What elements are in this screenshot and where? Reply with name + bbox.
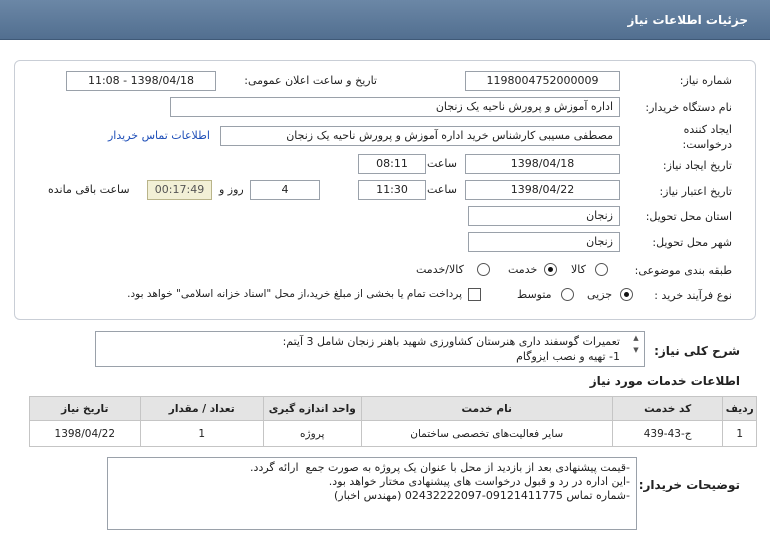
cell-unit: پروژه — [263, 421, 361, 447]
delivery-city-label: شهر محل تحویل: — [652, 236, 732, 249]
scroll-up-icon[interactable]: ▲ — [633, 334, 639, 342]
description-line-2: 1- تهیه و نصب ایزوگام — [516, 350, 620, 363]
delivery-province-field[interactable]: زنجان — [468, 206, 620, 226]
col-quantity: تعداد / مقدار — [140, 397, 263, 421]
announce-datetime-field[interactable]: 1398/04/18 - 11:08 — [66, 71, 216, 91]
process-medium-label: متوسط — [517, 288, 552, 301]
description-label: شرح کلی نیاز: — [654, 344, 740, 358]
col-unit: واحد اندازه گیری — [263, 397, 361, 421]
description-line-1: تعمیرات گوسفند داری هنرستان کشاورزی شهید باهنر زنجان شامل 3 آیتم: — [282, 335, 620, 348]
treasury-bonds-checkbox[interactable] — [468, 288, 481, 301]
validity-time-label: ساعت — [427, 183, 457, 196]
treasury-bonds-text: پرداخت تمام یا بخشی از مبلغ خرید،از محل "اسناد خزانه اسلامی" خواهد بود. — [127, 288, 462, 300]
category-goods-radio[interactable] — [595, 263, 608, 276]
col-service-code: کد خدمت — [612, 397, 723, 421]
need-creation-time-field[interactable]: 08:11 — [358, 154, 426, 174]
description-box[interactable] — [95, 331, 645, 367]
delivery-city-field[interactable]: زنجان — [468, 232, 620, 252]
category-goods-service-radio[interactable] — [477, 263, 490, 276]
process-medium-radio[interactable] — [561, 288, 574, 301]
category-goods-label: کالا — [571, 263, 586, 276]
notes-line-3: -شماره تماس 09121411775-02432222097 (مهندس اخبار) — [333, 489, 630, 502]
remaining-days-field[interactable]: 4 — [250, 180, 320, 200]
days-label: روز و — [219, 183, 244, 196]
remaining-time-field: 00:17:49 — [147, 180, 212, 200]
validity-date-field[interactable]: 1398/04/22 — [465, 180, 620, 200]
requester-label-line2: درخواست: — [682, 138, 732, 151]
page-header — [0, 0, 770, 40]
buyer-contact-link[interactable]: اطلاعات تماس خریدار — [108, 129, 210, 142]
description-text — [283, 334, 620, 364]
requester-label-line1: ایجاد کننده — [683, 123, 732, 136]
need-number-field[interactable]: 1198004752000009 — [465, 71, 620, 91]
category-label: طبقه بندی موضوعی: — [634, 264, 732, 277]
category-service-label: خدمت — [508, 263, 538, 276]
buyer-notes-label: توضیحات خریدار: — [638, 478, 740, 492]
cell-service-code: ج-43-439 — [612, 421, 723, 447]
buyer-device-field[interactable]: اداره آموزش و پرورش ناحیه یک زنجان — [170, 97, 620, 117]
remaining-time-label: ساعت باقی مانده — [48, 183, 130, 196]
delivery-province-label: استان محل تحویل: — [645, 210, 732, 223]
process-minor-radio[interactable] — [620, 288, 633, 301]
scroll-down-icon[interactable]: ▼ — [633, 346, 639, 354]
col-need-date: تاریخ نیاز — [30, 397, 141, 421]
notes-line-1: -قیمت پیشنهادی بعد از بازدید از محل با عنوان یک پروژه به صورت جمع ارائه گردد. — [250, 461, 630, 474]
need-number-label: شماره نیاز: — [679, 74, 732, 87]
col-service-name: نام خدمت — [361, 397, 612, 421]
need-creation-label: تاریخ ایجاد نیاز: — [662, 159, 732, 172]
purchase-process-label: نوع فرآیند خرید : — [654, 289, 732, 302]
col-row: ردیف — [723, 397, 757, 421]
category-service-radio[interactable] — [544, 263, 557, 276]
table-row[interactable] — [30, 421, 757, 447]
cell-need-date: 1398/04/22 — [30, 421, 141, 447]
announce-datetime-label: تاریخ و ساعت اعلان عمومی: — [244, 74, 377, 87]
cell-quantity: 1 — [140, 421, 263, 447]
validity-label: تاریخ اعتبار نیاز: — [659, 185, 732, 198]
services-table — [29, 396, 757, 447]
process-minor-label: جزیی — [587, 288, 613, 301]
need-creation-time-label: ساعت — [427, 157, 457, 170]
notes-line-2: -این اداره در رد و قبول درخواست های پیشنهادی مختار خواهد بود. — [328, 475, 630, 488]
services-table-header — [30, 397, 757, 421]
buyer-device-label: نام دستگاه خریدار: — [645, 101, 732, 114]
requester-field[interactable]: مصطفی مسیبی کارشناس خرید اداره آموزش و پرورش ناحیه یک زنجان — [220, 126, 620, 146]
cell-service-name: سایر فعالیت‌های تخصصی ساختمان — [361, 421, 612, 447]
need-creation-date-field[interactable]: 1398/04/18 — [465, 154, 620, 174]
cell-row: 1 — [723, 421, 757, 447]
validity-time-field[interactable]: 11:30 — [358, 180, 426, 200]
category-goods-service-label: کالا/خدمت — [416, 263, 464, 276]
services-section-title: اطلاعات خدمات مورد نیاز — [589, 374, 740, 388]
buyer-notes-box[interactable] — [107, 457, 637, 530]
page-title: جزئیات اطلاعات نیاز — [627, 13, 748, 27]
